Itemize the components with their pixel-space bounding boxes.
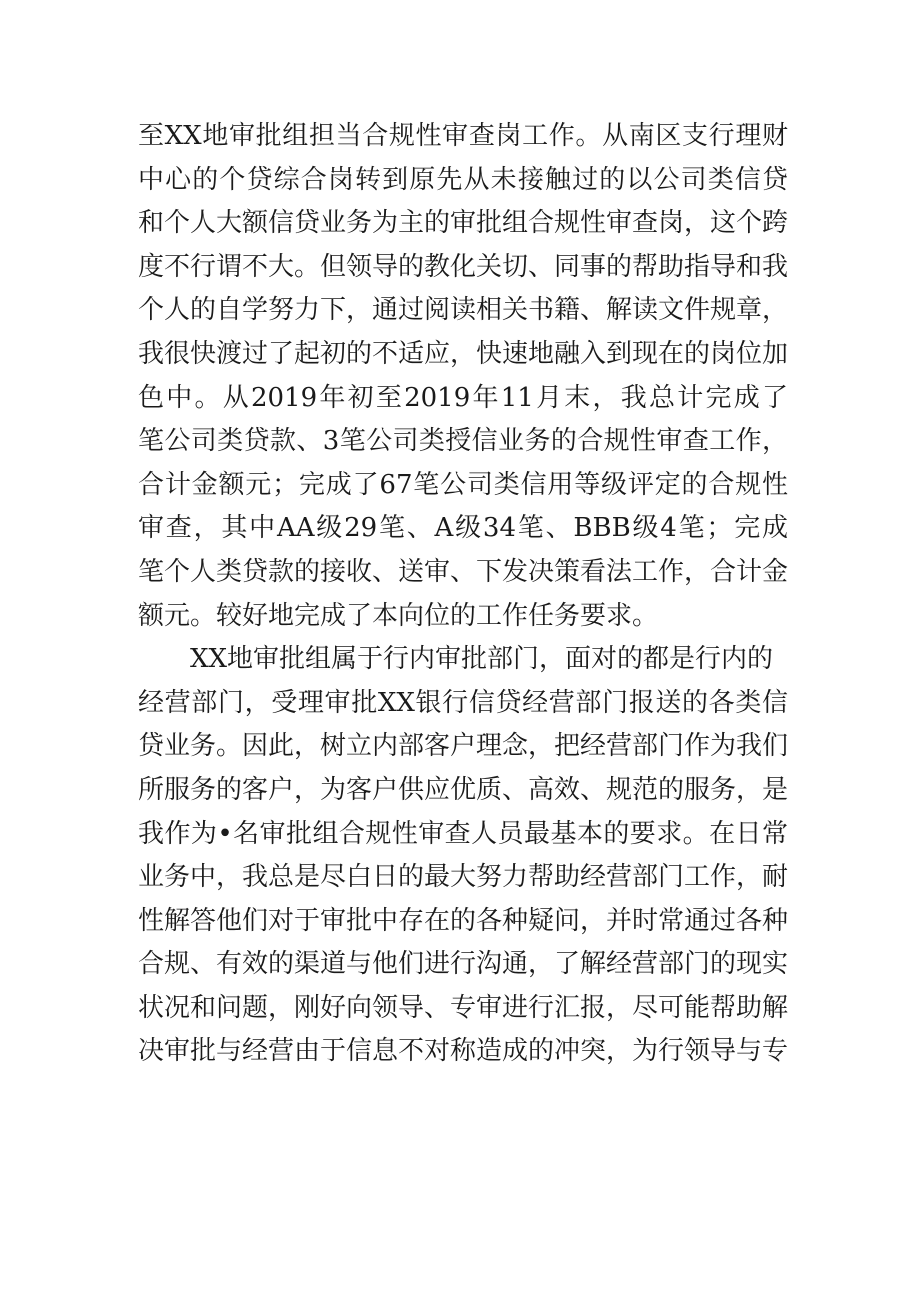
text-line-19: 性解答他们对于审批中存在的各种疑问，并时常通过各种: [138, 905, 788, 936]
text-line-8: 笔公司类贷款、3笔公司类授信业务的合规性审查工作，: [138, 426, 788, 457]
text-line-7: 色中。从2019年初至2019年11月末，我总计完成了: [138, 382, 788, 413]
text-line-2: 中心的个贷综合岗转到原先从未接触过的以公司类信贷: [138, 164, 788, 195]
text-line-9: 合计金额元；完成了67笔公司类信用等级评定的合规性: [138, 469, 788, 500]
text-line-4: 度不行谓不大。但领导的教化关切、同事的帮助指导和我: [138, 251, 788, 282]
text-line-12: 额元。较好地完成了本向位的工作任务要求。: [138, 600, 659, 631]
text-line-22: 决审批与经营由于信息不对称造成的冲突，为行领导与专: [138, 1036, 788, 1067]
text-line-1: 至XX地审批组担当合规性审查岗工作。从南区支行理财: [138, 121, 788, 151]
text-line-5: 个人的自学努力下，通过阅读相关书籍、解读文件规章，: [138, 295, 788, 326]
text-line-3: 和个人大额信贷业务为主的审批组合规性审查岗，这个跨: [138, 208, 788, 239]
text-line-6: 我很快渡过了起初的不适应，快速地融入到现在的岗位加: [138, 338, 788, 369]
text-line-11: 笔个人类贷款的接收、送审、下发决策看法工作，合计金: [138, 556, 788, 587]
text-line-18: 业务中，我总是尽白日的最大努力帮助经营部门工作，耐: [138, 862, 788, 893]
text-line-20: 合规、有效的渠道与他们进行沟通，了解经营部门的现实: [138, 949, 788, 980]
text-line-13: XX地审批组属于行内审批部门，面对的都是行内的: [190, 644, 774, 675]
body-text: [138, 115, 788, 1074]
text-line-14: 经营部门，受理审批XX银行信贷经营部门报送的各类信: [138, 687, 788, 718]
text-line-15: 贷业务。因此，树立内部客户理念，把经营部门作为我们: [138, 731, 788, 762]
text-line-16: 所服务的客户，为客户供应优质、高效、规范的服务，是: [138, 774, 788, 805]
text-line-21: 状况和问题，刚好向领导、专审进行汇报，尽可能帮助解: [138, 992, 788, 1023]
text-line-10: 审查，其中AA级29笔、A级34笔、BBB级4笔；完成: [138, 513, 788, 544]
text-line-17: 我作为•名审批组合规性审查人员最基本的要求。在日常: [138, 818, 788, 849]
